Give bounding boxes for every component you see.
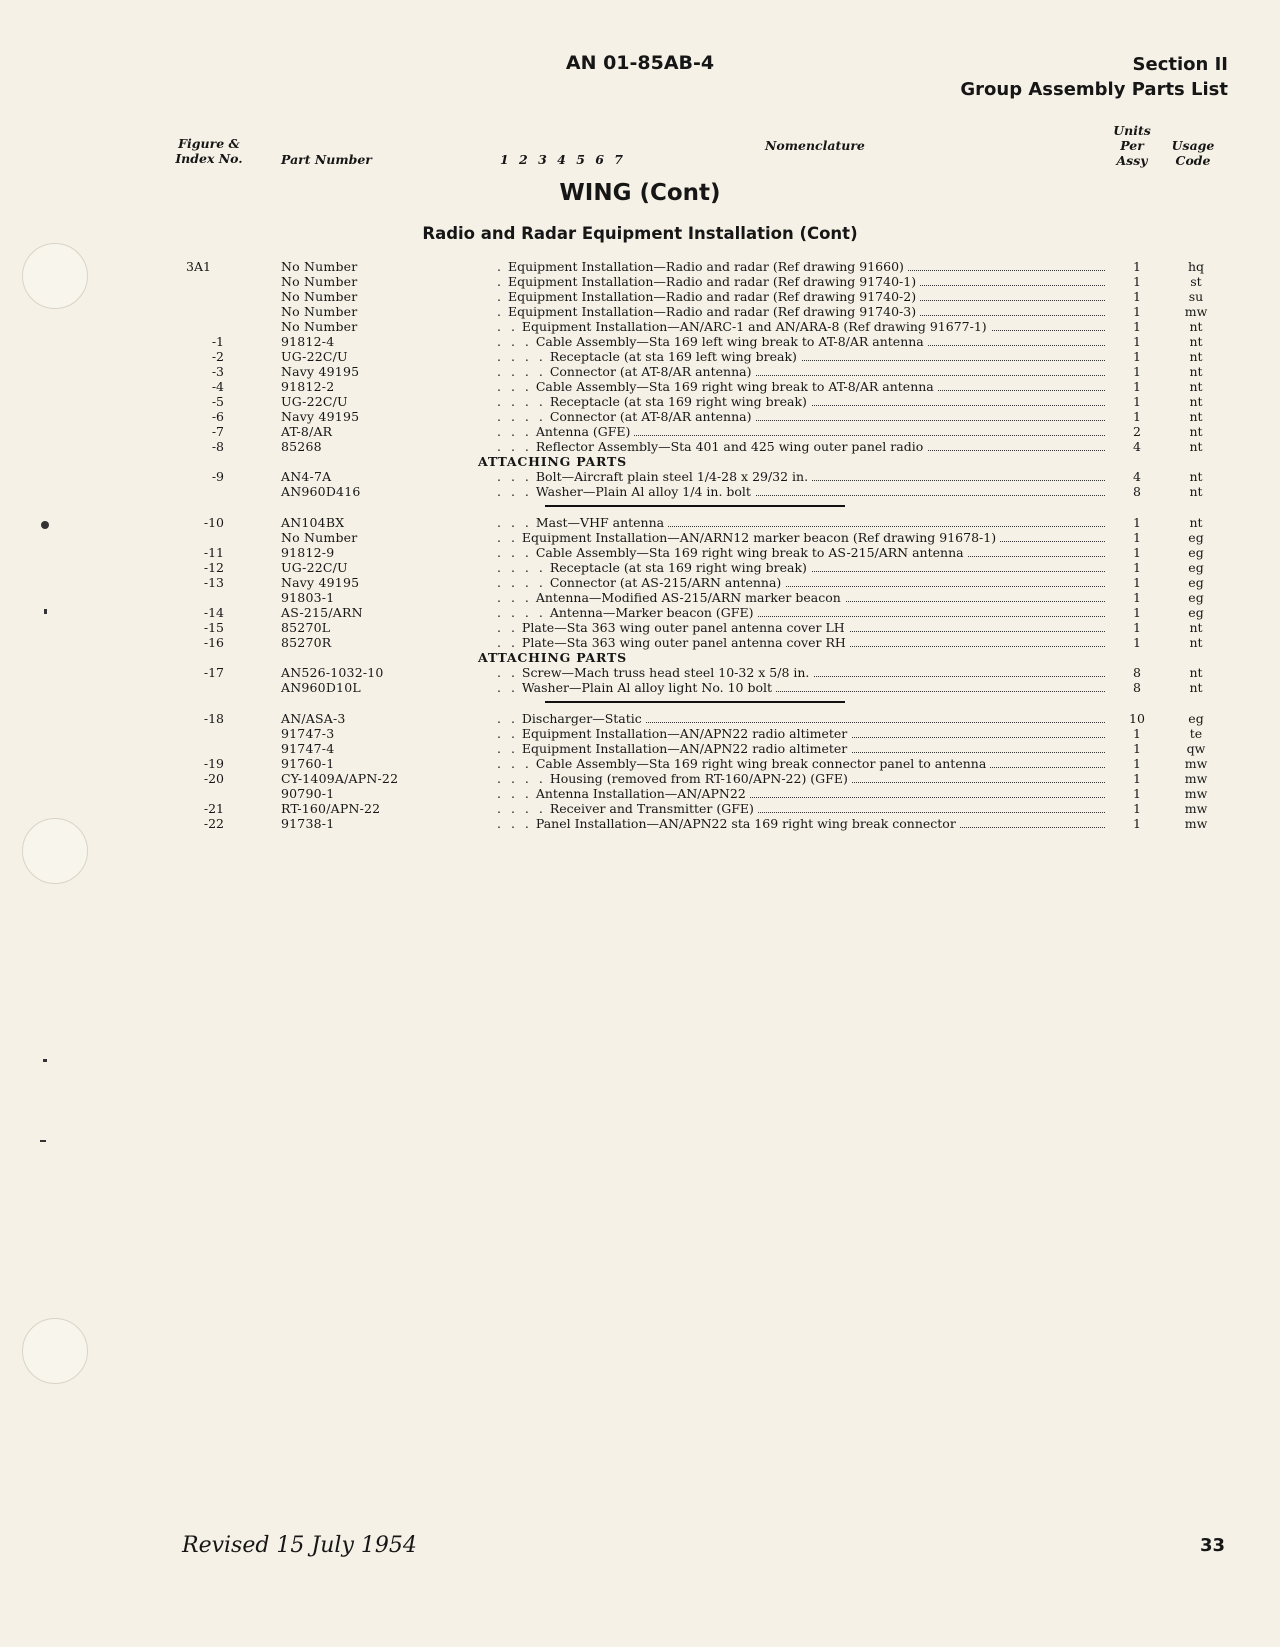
table-row: [0, 259, 1280, 274]
description-text: Antenna—Modified AS-215/ARN marker beacon: [535, 590, 841, 605]
units-per-assy-cell: 1: [1133, 319, 1141, 334]
indent-dots: . .: [497, 319, 518, 334]
section-heading: [960, 52, 1228, 102]
part-number-cell: Navy 49195: [281, 575, 360, 590]
usage-code-cell: nt: [1189, 334, 1203, 349]
figure-index-cell: -15: [203, 620, 224, 635]
description-text: Equipment Installation—Radio and radar (Ref drawing 91740-3): [507, 304, 917, 319]
figure-index-cell: -16: [203, 635, 224, 650]
nomenclature-cell: [497, 319, 1105, 334]
usage-code-cell: mw: [1184, 756, 1208, 771]
usage-code-cell: st: [1190, 274, 1202, 289]
nomenclature-cell: [497, 439, 1105, 454]
part-number-cell: 91803-1: [281, 590, 335, 605]
nomenclature-cell: [497, 304, 1105, 319]
part-number-cell: AN104BX: [281, 515, 345, 530]
table-row: [0, 349, 1280, 364]
figure-index-cell: -13: [203, 575, 224, 590]
figure-index-cell: -9: [211, 469, 224, 484]
units-per-assy-cell: 4: [1133, 469, 1141, 484]
description-text: Reflector Assembly—Sta 401 and 425 wing outer panel radio: [535, 439, 924, 454]
table-row: [0, 816, 1280, 831]
indent-dots: . .: [497, 726, 518, 741]
nomenclature-cell: [497, 605, 1105, 620]
table-row: [0, 394, 1280, 409]
figure-index-cell: -14: [203, 605, 224, 620]
table-row: [0, 726, 1280, 741]
nomenclature-cell: [497, 379, 1105, 394]
part-number-cell: 85270L: [281, 620, 331, 635]
part-number-cell: AS-215/ARN: [281, 605, 363, 620]
description-text: Screw—Mach truss head steel 10-32 x 5/8 in.: [521, 665, 810, 680]
units-per-assy-cell: 1: [1133, 304, 1141, 319]
figure-index-cell: -1: [211, 334, 224, 349]
figure-index-cell: -7: [211, 424, 224, 439]
table-row: [0, 786, 1280, 801]
separator-rule: [545, 701, 845, 703]
description-text: Discharger—Static: [521, 711, 642, 726]
description-text: Equipment Installation—AN/ARN12 marker beacon (Ref drawing 91678-1): [521, 530, 997, 545]
indent-dots: . . . .: [497, 349, 546, 364]
separator-rule: [545, 505, 845, 507]
usage-code-cell: nt: [1189, 409, 1203, 424]
part-number-cell: Navy 49195: [281, 364, 360, 379]
description-text: Receptacle (at sta 169 right wing break): [549, 560, 807, 575]
units-per-assy-cell: 10: [1129, 711, 1145, 726]
units-per-assy-cell: 1: [1133, 756, 1141, 771]
units-per-assy-cell: 1: [1133, 786, 1141, 801]
units-per-assy-cell: 1: [1133, 274, 1141, 289]
section-label: Section II: [1132, 54, 1228, 75]
description-text: Antenna (GFE): [535, 424, 631, 439]
col-header-usage-code: Usage Code: [1171, 138, 1215, 168]
description-text: Connector (at AT-8/AR antenna): [549, 364, 752, 379]
description-text: Equipment Installation—Radio and radar (Ref drawing 91740-1): [507, 274, 917, 289]
part-number-cell: AT-8/AR: [281, 424, 333, 439]
description-text: Plate—Sta 363 wing outer panel antenna cover RH: [521, 635, 846, 650]
indent-dots: .: [497, 274, 504, 289]
part-number-cell: No Number: [281, 259, 358, 274]
nomenclature-cell: [497, 274, 1105, 289]
usage-code-cell: nt: [1189, 515, 1203, 530]
units-per-assy-cell: 1: [1133, 801, 1141, 816]
table-row: [0, 575, 1280, 590]
figure-index-cell: 3A1: [186, 259, 211, 274]
table-row: [0, 590, 1280, 605]
nomenclature-cell: [497, 259, 1105, 274]
nomenclature-cell: [497, 364, 1105, 379]
indent-dots: . . . .: [497, 605, 546, 620]
units-per-assy-cell: 1: [1133, 364, 1141, 379]
units-per-assy-cell: 1: [1133, 545, 1141, 560]
part-number-cell: AN4-7A: [281, 469, 332, 484]
figure-index-cell: -11: [203, 545, 224, 560]
units-per-assy-cell: 1: [1133, 259, 1141, 274]
part-number-cell: No Number: [281, 530, 358, 545]
indent-dots: . . .: [497, 515, 532, 530]
part-number-cell: No Number: [281, 289, 358, 304]
description-text: Antenna—Marker beacon (GFE): [549, 605, 754, 620]
table-row: [0, 424, 1280, 439]
nomenclature-cell: [497, 560, 1105, 575]
description-text: Equipment Installation—AN/ARC-1 and AN/ARA-8 (Ref drawing 91677-1): [521, 319, 987, 334]
table-row: [0, 801, 1280, 816]
col-header-part-number: Part Number: [281, 152, 372, 167]
description-text: Cable Assembly—Sta 169 right wing break to AT-8/AR antenna: [535, 379, 934, 394]
indent-dots: . .: [497, 620, 518, 635]
col-header-nomenclature: Nomenclature: [765, 138, 865, 153]
units-per-assy-cell: 1: [1133, 394, 1141, 409]
part-number-cell: 91747-4: [281, 741, 335, 756]
usage-code-cell: nt: [1189, 319, 1203, 334]
indent-dots: . .: [497, 741, 518, 756]
usage-code-cell: nt: [1189, 364, 1203, 379]
table-row: [0, 680, 1280, 695]
part-number-cell: UG-22C/U: [281, 349, 348, 364]
figure-index-cell: -10: [203, 515, 224, 530]
part-number-cell: 85268: [281, 439, 322, 454]
figure-index-cell: -6: [211, 409, 224, 424]
usage-code-cell: eg: [1188, 560, 1204, 575]
table-row: [0, 515, 1280, 530]
nomenclature-cell: [497, 334, 1105, 349]
description-text: Equipment Installation—AN/APN22 radio altimeter: [521, 741, 848, 756]
nomenclature-cell: [497, 711, 1105, 726]
usage-code-cell: te: [1189, 726, 1203, 741]
indent-dots: . . . .: [497, 409, 546, 424]
figure-index-cell: -5: [211, 394, 224, 409]
usage-code-cell: mw: [1184, 304, 1208, 319]
units-per-assy-cell: 1: [1133, 635, 1141, 650]
usage-code-cell: nt: [1189, 379, 1203, 394]
description-text: Receiver and Transmitter (GFE): [549, 801, 754, 816]
table-row: [0, 605, 1280, 620]
units-per-assy-cell: 1: [1133, 575, 1141, 590]
usage-code-cell: mw: [1184, 771, 1208, 786]
figure-index-cell: -18: [203, 711, 224, 726]
usage-code-cell: nt: [1189, 439, 1203, 454]
figure-index-cell: -21: [203, 801, 224, 816]
description-text: Panel Installation—AN/APN22 sta 169 right wing break connector: [535, 816, 956, 831]
figure-index-cell: -17: [203, 665, 224, 680]
usage-code-cell: mw: [1184, 801, 1208, 816]
part-number-cell: AN960D416: [281, 484, 361, 499]
description-text: Cable Assembly—Sta 169 right wing break to AS-215/ARN antenna: [535, 545, 964, 560]
description-text: Bolt—Aircraft plain steel 1/4-28 x 29/32 in.: [535, 469, 809, 484]
table-row: [0, 530, 1280, 545]
part-number-cell: AN526-1032-10: [281, 665, 384, 680]
indent-dots: . . .: [497, 439, 532, 454]
part-number-cell: 91738-1: [281, 816, 335, 831]
page-number: 33: [1199, 1535, 1225, 1556]
attaching-parts-label: ATTACHING PARTS: [478, 650, 627, 665]
nomenclature-cell: [497, 575, 1105, 590]
units-per-assy-cell: 4: [1133, 439, 1141, 454]
description-text: Washer—Plain Al alloy light No. 10 bolt: [521, 680, 773, 695]
units-per-assy-cell: 1: [1133, 771, 1141, 786]
usage-code-cell: nt: [1189, 620, 1203, 635]
nomenclature-cell: [497, 424, 1105, 439]
nomenclature-cell: [497, 771, 1105, 786]
table-row: [0, 319, 1280, 334]
indent-dots: .: [497, 259, 504, 274]
description-text: Receptacle (at sta 169 left wing break): [549, 349, 797, 364]
figure-index-cell: -12: [203, 560, 224, 575]
part-number-cell: UG-22C/U: [281, 394, 348, 409]
indent-dots: . . .: [497, 816, 532, 831]
nomenclature-cell: [497, 349, 1105, 364]
table-row: [0, 756, 1280, 771]
usage-code-cell: nt: [1189, 665, 1203, 680]
indent-dots: . . .: [497, 469, 532, 484]
units-per-assy-cell: 1: [1133, 349, 1141, 364]
usage-code-cell: eg: [1188, 711, 1204, 726]
units-per-assy-cell: 1: [1133, 816, 1141, 831]
description-text: Washer—Plain Al alloy 1/4 in. bolt: [535, 484, 751, 499]
section-title: Group Assembly Parts List: [960, 79, 1228, 100]
description-text: Plate—Sta 363 wing outer panel antenna cover LH: [521, 620, 845, 635]
nomenclature-cell: [497, 786, 1105, 801]
group-separator: [0, 499, 1280, 515]
figure-index-cell: -19: [203, 756, 224, 771]
table-row: [0, 379, 1280, 394]
nomenclature-cell: [497, 590, 1105, 605]
nomenclature-cell: [497, 484, 1105, 499]
description-text: Equipment Installation—Radio and radar (Ref drawing 91660): [507, 259, 904, 274]
nomenclature-cell: [497, 515, 1105, 530]
indent-dots: . . .: [497, 379, 532, 394]
part-number-cell: RT-160/APN-22: [281, 801, 381, 816]
part-number-cell: 90790-1: [281, 786, 335, 801]
part-number-cell: CY-1409A/APN-22: [281, 771, 399, 786]
usage-code-cell: eg: [1188, 530, 1204, 545]
description-text: Cable Assembly—Sta 169 right wing break connector panel to antenna: [535, 756, 987, 771]
part-number-cell: Navy 49195: [281, 409, 360, 424]
indent-dots: . .: [497, 635, 518, 650]
group-separator: [0, 695, 1280, 711]
part-number-cell: No Number: [281, 304, 358, 319]
nomenclature-cell: [497, 680, 1105, 695]
table-row: [0, 545, 1280, 560]
nomenclature-cell: [497, 469, 1105, 484]
figure-index-cell: -4: [211, 379, 224, 394]
description-text: Cable Assembly—Sta 169 left wing break to AT-8/AR antenna: [535, 334, 924, 349]
attaching-parts-heading: [0, 454, 1280, 469]
usage-code-cell: nt: [1189, 469, 1203, 484]
usage-code-cell: eg: [1188, 590, 1204, 605]
indent-dots: .: [497, 289, 504, 304]
usage-code-cell: eg: [1188, 545, 1204, 560]
description-text: Equipment Installation—Radio and radar (Ref drawing 91740-2): [507, 289, 917, 304]
indent-dots: . . . .: [497, 771, 546, 786]
part-number-cell: AN960D10L: [281, 680, 361, 695]
attaching-parts-label: ATTACHING PARTS: [478, 454, 627, 469]
indent-dots: . . .: [497, 334, 532, 349]
indent-dots: . .: [497, 711, 518, 726]
indent-dots: . . .: [497, 590, 532, 605]
description-text: Mast—VHF antenna: [535, 515, 665, 530]
col-header-units-per-assy: Units Per Assy: [1113, 123, 1151, 168]
table-row: [0, 665, 1280, 680]
description-text: Receptacle (at sta 169 right wing break): [549, 394, 807, 409]
part-number-cell: 91760-1: [281, 756, 335, 771]
table-row: [0, 635, 1280, 650]
page-subtitle: Radio and Radar Equipment Installation (Cont): [422, 224, 858, 243]
indent-dots: . . . .: [497, 801, 546, 816]
table-row: [0, 439, 1280, 454]
units-per-assy-cell: 8: [1133, 484, 1141, 499]
units-per-assy-cell: 1: [1133, 379, 1141, 394]
indent-dots: . .: [497, 530, 518, 545]
usage-code-cell: hq: [1187, 259, 1205, 274]
nomenclature-cell: [497, 289, 1105, 304]
nomenclature-cell: [497, 635, 1105, 650]
part-number-cell: 91747-3: [281, 726, 335, 741]
description-text: Equipment Installation—AN/APN22 radio altimeter: [521, 726, 848, 741]
nomenclature-cell: [497, 741, 1105, 756]
table-row: [0, 289, 1280, 304]
units-per-assy-cell: 1: [1133, 741, 1141, 756]
table-row: [0, 771, 1280, 786]
indent-dots: . . . .: [497, 394, 546, 409]
nomenclature-cell: [497, 545, 1105, 560]
units-per-assy-cell: 1: [1133, 515, 1141, 530]
figure-index-cell: -2: [211, 349, 224, 364]
part-number-cell: 91812-2: [281, 379, 335, 394]
indent-dots: . .: [497, 665, 518, 680]
nomenclature-cell: [497, 409, 1105, 424]
part-number-cell: 91812-9: [281, 545, 335, 560]
table-row: [0, 620, 1280, 635]
part-number-cell: UG-22C/U: [281, 560, 348, 575]
figure-index-cell: -8: [211, 439, 224, 454]
units-per-assy-cell: 8: [1133, 680, 1141, 695]
usage-code-cell: nt: [1189, 484, 1203, 499]
figure-index-cell: -22: [203, 816, 224, 831]
part-number-cell: 85270R: [281, 635, 332, 650]
figure-index-cell: -3: [211, 364, 224, 379]
nomenclature-cell: [497, 816, 1105, 831]
usage-code-cell: eg: [1188, 605, 1204, 620]
indent-dots: . . .: [497, 424, 532, 439]
table-row: [0, 409, 1280, 424]
col-header-indent-levels: 1 2 3 4 5 6 7: [500, 152, 626, 167]
table-row: [0, 711, 1280, 726]
part-number-cell: No Number: [281, 274, 358, 289]
table-row: [0, 274, 1280, 289]
nomenclature-cell: [497, 530, 1105, 545]
table-row: [0, 469, 1280, 484]
units-per-assy-cell: 2: [1133, 424, 1141, 439]
ink-speck: [40, 1140, 46, 1142]
part-number-cell: AN/ASA-3: [281, 711, 346, 726]
usage-code-cell: nt: [1189, 349, 1203, 364]
table-row: [0, 304, 1280, 319]
nomenclature-cell: [497, 801, 1105, 816]
indent-dots: . . . .: [497, 575, 546, 590]
page-title: WING (Cont): [559, 180, 721, 206]
units-per-assy-cell: 1: [1133, 590, 1141, 605]
indent-dots: . .: [497, 680, 518, 695]
nomenclature-cell: [497, 394, 1105, 409]
usage-code-cell: nt: [1189, 424, 1203, 439]
usage-code-cell: nt: [1189, 394, 1203, 409]
ink-speck: [43, 1059, 47, 1062]
usage-code-cell: qw: [1186, 741, 1206, 756]
indent-dots: . . . .: [497, 560, 546, 575]
indent-dots: . . .: [497, 756, 532, 771]
attaching-parts-heading: [0, 650, 1280, 665]
indent-dots: . . .: [497, 484, 532, 499]
usage-code-cell: eg: [1188, 575, 1204, 590]
part-number-cell: 91812-4: [281, 334, 335, 349]
usage-code-cell: nt: [1189, 635, 1203, 650]
document-number: AN 01-85AB-4: [565, 52, 715, 74]
units-per-assy-cell: 1: [1133, 605, 1141, 620]
units-per-assy-cell: 8: [1133, 665, 1141, 680]
indent-dots: . . .: [497, 545, 532, 560]
units-per-assy-cell: 1: [1133, 530, 1141, 545]
nomenclature-cell: [497, 620, 1105, 635]
indent-dots: .: [497, 304, 504, 319]
description-text: Housing (removed from RT-160/APN-22) (GFE): [549, 771, 848, 786]
nomenclature-cell: [497, 665, 1105, 680]
table-row: [0, 334, 1280, 349]
units-per-assy-cell: 1: [1133, 620, 1141, 635]
usage-code-cell: nt: [1189, 680, 1203, 695]
units-per-assy-cell: 1: [1133, 560, 1141, 575]
col-header-figure-index: Figure & Index No.: [175, 136, 243, 166]
units-per-assy-cell: 1: [1133, 334, 1141, 349]
part-number-cell: No Number: [281, 319, 358, 334]
figure-index-cell: -20: [203, 771, 224, 786]
units-per-assy-cell: 1: [1133, 726, 1141, 741]
description-text: Antenna Installation—AN/APN22: [535, 786, 746, 801]
binder-hole-bottom: [22, 1318, 88, 1384]
table-row: [0, 364, 1280, 379]
usage-code-cell: su: [1188, 289, 1204, 304]
nomenclature-cell: [497, 756, 1105, 771]
revision-date: Revised 15 July 1954: [182, 1533, 417, 1558]
description-text: Connector (at AS-215/ARN antenna): [549, 575, 782, 590]
usage-code-cell: mw: [1184, 816, 1208, 831]
indent-dots: . . . .: [497, 364, 546, 379]
indent-dots: . . .: [497, 786, 532, 801]
usage-code-cell: mw: [1184, 786, 1208, 801]
description-text: Connector (at AT-8/AR antenna): [549, 409, 752, 424]
nomenclature-cell: [497, 726, 1105, 741]
table-row: [0, 560, 1280, 575]
parts-list: [0, 259, 1280, 831]
table-row: [0, 484, 1280, 499]
units-per-assy-cell: 1: [1133, 409, 1141, 424]
table-row: [0, 741, 1280, 756]
units-per-assy-cell: 1: [1133, 289, 1141, 304]
